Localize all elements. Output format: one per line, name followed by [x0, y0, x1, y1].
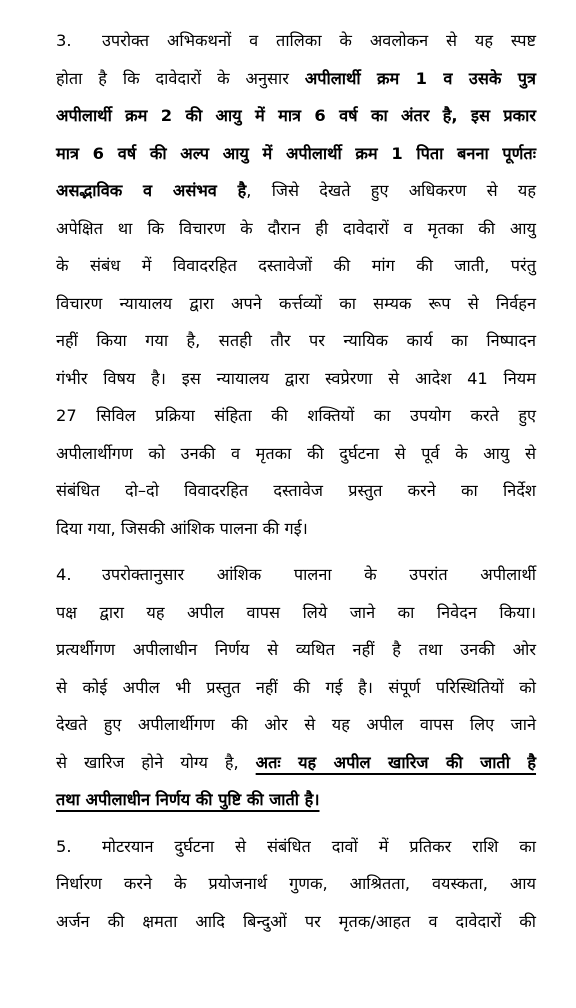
- paragraph-2: [56, 556, 536, 819]
- body-text: पक्ष द्वारा यह अपील वापस लिये जाने का निवेदन किया।: [56, 602, 536, 622]
- paragraph-line: [56, 781, 536, 819]
- paragraph-line: [56, 472, 536, 510]
- paragraph-line: [56, 510, 536, 548]
- paragraph-line: [56, 865, 536, 903]
- paragraph-line: [56, 97, 536, 135]
- judgment-text: [56, 22, 536, 940]
- paragraph-number: 3.: [56, 31, 72, 50]
- paragraph-line: [56, 210, 536, 248]
- body-text: 27 सिविल प्रक्रिया संहिता की शक्तियों का उपयोग करते हुए: [56, 406, 536, 425]
- body-text: गंभीर विषय है। इस न्यायालय द्वारा स्वप्रेरणा से आदेश 41 नियम: [56, 368, 536, 388]
- paragraph-number: 5.: [56, 836, 72, 856]
- emphasized-text: मात्र 6 वर्ष की अल्प आयु में अपीलार्थी क्रम 1 पिता बनना पूर्णतः: [56, 143, 536, 163]
- paragraph-line: [56, 744, 536, 782]
- body-text: होता है कि दावेदारों के अनुसार: [56, 68, 305, 88]
- paragraph-line: [56, 360, 536, 398]
- paragraph-number: 4.: [56, 565, 72, 584]
- paragraph-gap: [56, 547, 536, 556]
- paragraph-line: [56, 60, 536, 98]
- body-text: दिया गया, जिसकी आंशिक पालना की गई।: [56, 518, 308, 538]
- body-text: उपरोक्त अभिकथनों व तालिका के अवलोकन से यह स्पष्ट: [102, 31, 536, 50]
- paragraph-line: [56, 322, 536, 360]
- body-text: अपेक्षित था कि विचारण के दौरान ही दावेदारों व मृतका की आयु: [56, 218, 536, 238]
- body-text: से कोई अपील भी प्रस्तुत नहीं की गई है। संपूर्ण परिस्थितियों को: [56, 677, 536, 697]
- body-text: , जिसे देखते हुए अधिकरण से यह: [246, 181, 536, 200]
- body-text: से खारिज होने योग्य है,: [56, 752, 256, 772]
- paragraph-line: [56, 172, 536, 210]
- emphasized-text: तथा अपीलाधीन निर्णय की पुष्टि की जाती है।: [56, 790, 320, 809]
- paragraph-line: [56, 706, 536, 744]
- paragraph-1: [56, 22, 536, 547]
- paragraph-line: [56, 556, 536, 594]
- emphasized-text: अपीलार्थी क्रम 2 की आयु में मात्र 6 वर्ष का अंतर है, इस प्रकार: [56, 106, 536, 125]
- paragraph-line: [56, 903, 536, 941]
- emphasized-text: अपीलार्थी क्रम 1 व उसके पुत्र: [304, 68, 536, 88]
- body-text: के संबंध में विवादरहित दस्तावेजों की मांग की जाती, परंतु: [56, 256, 536, 275]
- paragraph-line: [56, 247, 536, 285]
- body-text: प्रत्यर्थीगण अपीलाधीन निर्णय से व्यथित नहीं है तथा उनकी ओर: [56, 640, 536, 659]
- paragraph-line: [56, 669, 536, 707]
- paragraph-line: [56, 631, 536, 669]
- body-text: नहीं किया गया है, सतही तौर पर न्यायिक कार्य का निष्पादन: [56, 331, 536, 350]
- body-text: उपरोक्तानुसार आंशिक पालना के उपरांत अपीलार्थी: [102, 565, 536, 584]
- body-text: अपीलार्थीगण को उनकी व मृतका की दुर्घटना से पूर्व के आयु से: [56, 443, 536, 463]
- body-text: संबंधित दो–दो विवादरहित दस्तावेज प्रस्तुत करने का निर्देश: [56, 481, 536, 500]
- body-text: देखते हुए अपीलार्थीगण की ओर से यह अपील वापस लिए जाने: [56, 715, 536, 734]
- paragraph-line: [56, 828, 536, 866]
- body-text: मोटरयान दुर्घटना से संबंधित दावों में प्रतिकर राशि का: [102, 836, 536, 856]
- paragraph-line: [56, 285, 536, 323]
- paragraph-line: [56, 594, 536, 632]
- paragraph-3: [56, 828, 536, 941]
- judgment-page: [56, 22, 536, 940]
- body-text: निर्धारण करने के प्रयोजनार्थ गुणक, आश्रितता, वयस्कता, आय: [56, 874, 536, 893]
- paragraph-line: [56, 22, 536, 60]
- paragraph-line: [56, 397, 536, 435]
- paragraph-line: [56, 135, 536, 173]
- emphasized-text: असद्भाविक व असंभव है: [56, 181, 247, 200]
- emphasized-text: अतः यह अपील खारिज की जाती है: [255, 752, 537, 772]
- paragraph-line: [56, 435, 536, 473]
- body-text: विचारण न्यायालय द्वारा अपने कर्त्तव्यों का सम्यक रूप से निर्वहन: [56, 293, 536, 313]
- body-text: अर्जन की क्षमता आदि बिन्दुओं पर मृतक/आहत व दावेदारों की: [56, 911, 536, 931]
- paragraph-gap: [56, 819, 536, 828]
